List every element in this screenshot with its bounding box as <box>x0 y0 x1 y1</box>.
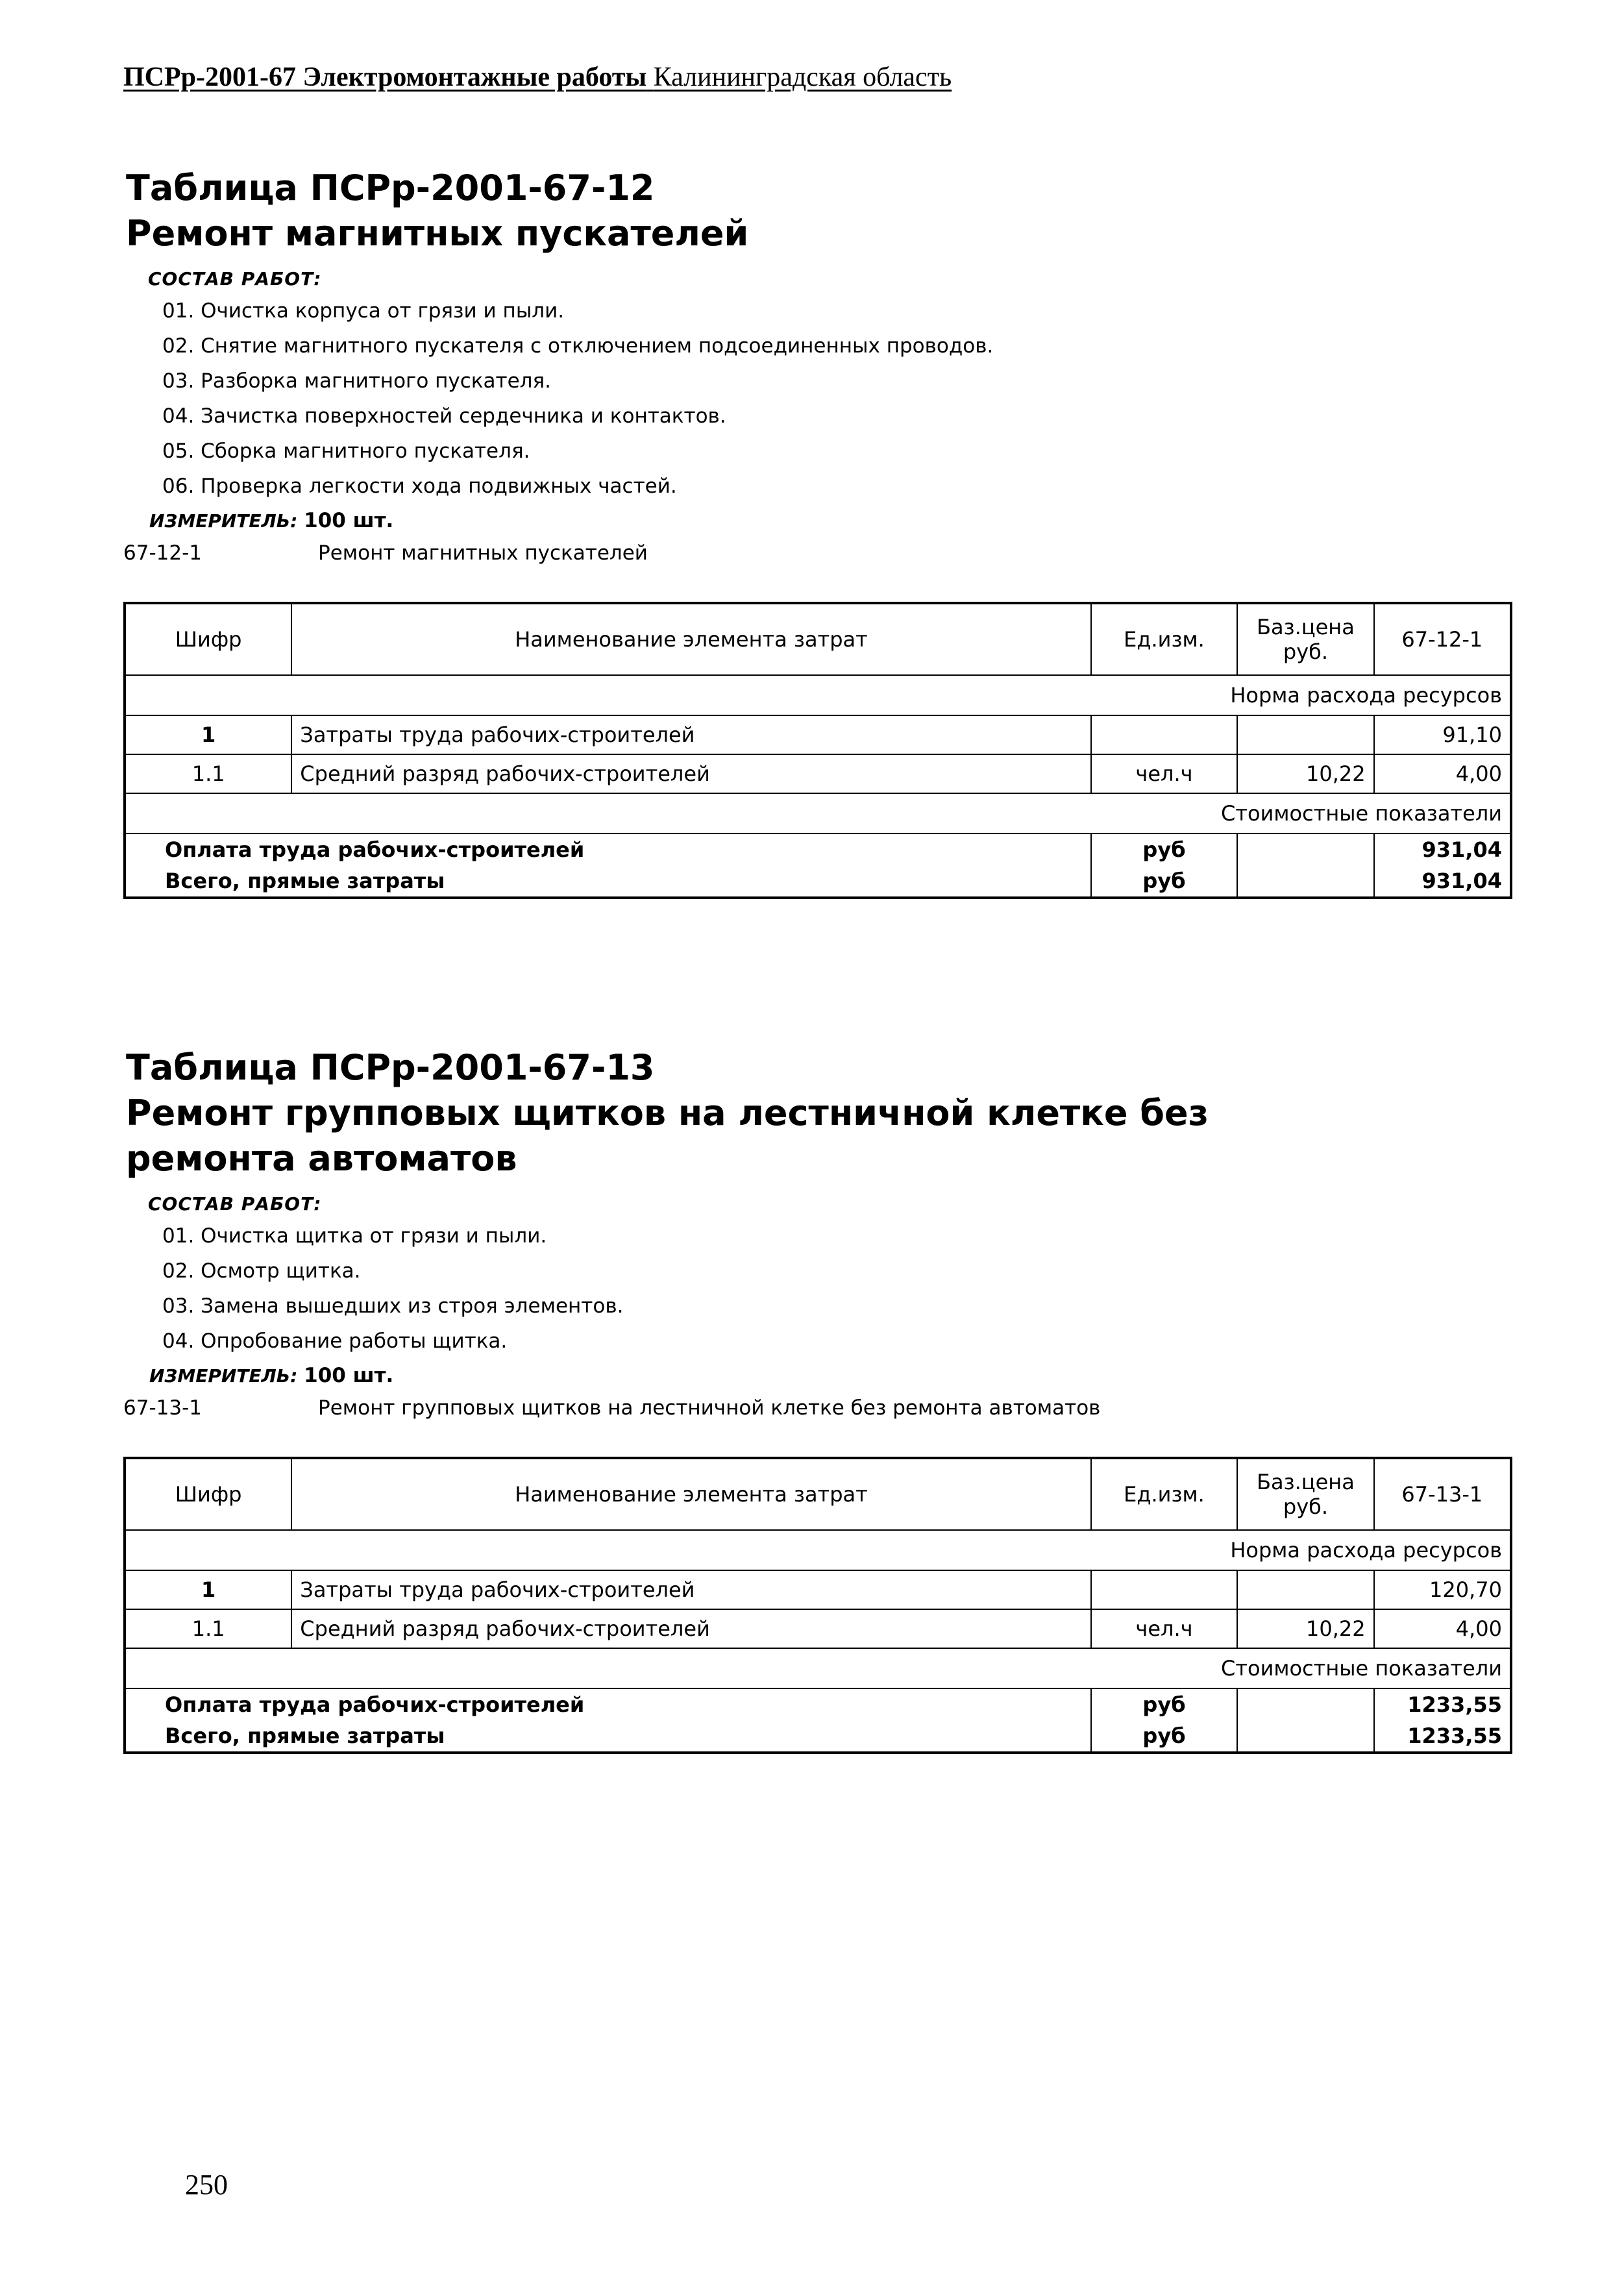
total-unit: руб <box>1091 1688 1238 1720</box>
measure-line <box>149 508 1519 534</box>
table-header-row <box>125 1458 1511 1530</box>
norm-table <box>123 1457 1512 1754</box>
total-value: 931,04 <box>1374 834 1511 865</box>
table-subtitle: Ремонт групповых щитков на лестничной клетке без ремонта автоматов <box>126 1093 1209 1179</box>
norm-table <box>123 602 1512 899</box>
work-item: 06. Проверка легкости хода подвижных частей. <box>162 475 677 498</box>
works-list <box>123 293 1519 504</box>
total-unit: руб <box>1091 834 1238 865</box>
table-header-row <box>125 603 1511 675</box>
total-price <box>1237 1720 1373 1753</box>
section-row <box>125 793 1511 834</box>
work-item: 05. Сборка магнитного пускателя. <box>162 439 530 463</box>
row-code: 1.1 <box>125 754 291 793</box>
header-price: Баз.цена руб. <box>1237 1458 1373 1530</box>
item-code: 67-12-1 <box>123 541 202 565</box>
code-line <box>123 1393 1519 1423</box>
section-row <box>125 1530 1511 1570</box>
table-row <box>125 715 1511 754</box>
header-unit: Ед.изм. <box>1091 1458 1238 1530</box>
total-name: Оплата труда рабочих-строителей <box>125 1688 1091 1720</box>
row-unit <box>1091 715 1238 754</box>
composition-label: СОСТАВ РАБОТ: <box>148 268 322 290</box>
work-item: 04. Зачистка поверхностей сердечника и контактов. <box>162 404 726 428</box>
work-item: 03. Разборка магнитного пускателя. <box>162 369 551 393</box>
work-item: 01. Очистка щитка от грязи и пыли. <box>162 1224 547 1248</box>
table-row <box>125 1570 1511 1609</box>
header-column-code: 67-12-1 <box>1374 603 1511 675</box>
work-item: 04. Опробование работы щитка. <box>162 1329 508 1353</box>
row-unit: чел.ч <box>1091 1609 1238 1648</box>
section-row <box>125 1648 1511 1688</box>
row-price <box>1237 1570 1373 1609</box>
row-name: Средний разряд рабочих-строителей <box>291 1609 1090 1648</box>
page-header <box>123 60 1064 95</box>
total-price <box>1237 865 1373 898</box>
row-code: 1 <box>125 715 291 754</box>
total-value: 1233,55 <box>1374 1720 1511 1753</box>
item-name: Ремонт групповых щитков на лестничной клетке без ремонта автоматов <box>318 1396 1101 1420</box>
measure-label: ИЗМЕРИТЕЛЬ: <box>149 1365 298 1387</box>
table-title: Таблица ПСРр-2001-67-13 <box>126 1047 655 1088</box>
table-row <box>125 1609 1511 1648</box>
row-name: Затраты труда рабочих-строителей <box>291 715 1090 754</box>
row-code: 1 <box>125 1570 291 1609</box>
work-item: 02. Снятие магнитного пускателя с отключением подсоединенных проводов. <box>162 334 994 358</box>
item-name: Ремонт магнитных пускателей <box>318 541 648 565</box>
code-line <box>123 538 1519 568</box>
row-value: 91,10 <box>1374 715 1511 754</box>
row-price <box>1237 715 1373 754</box>
row-price: 10,22 <box>1237 754 1373 793</box>
total-row <box>125 865 1511 898</box>
header-code: Шифр <box>125 603 291 675</box>
row-unit <box>1091 1570 1238 1609</box>
table-subtitle: Ремонт магнитных пускателей <box>126 213 749 254</box>
row-value: 120,70 <box>1374 1570 1511 1609</box>
total-value: 1233,55 <box>1374 1688 1511 1720</box>
row-value: 4,00 <box>1374 1609 1511 1648</box>
header-unit: Ед.изм. <box>1091 603 1238 675</box>
total-row <box>125 834 1511 865</box>
measure-line <box>149 1363 1519 1389</box>
work-item: 02. Осмотр щитка. <box>162 1259 361 1283</box>
total-row <box>125 1720 1511 1753</box>
works-list <box>123 1218 1519 1359</box>
region-name: Калининградская область <box>653 62 952 92</box>
total-unit: руб <box>1091 1720 1238 1753</box>
measure-value: 100 шт. <box>304 509 394 532</box>
measure-value: 100 шт. <box>304 1364 394 1387</box>
header-column-code: 67-13-1 <box>1374 1458 1511 1530</box>
section-row <box>125 675 1511 715</box>
row-price: 10,22 <box>1237 1609 1373 1648</box>
total-name: Оплата труда рабочих-строителей <box>125 834 1091 865</box>
total-row <box>125 1688 1511 1720</box>
header-code: Шифр <box>125 1458 291 1530</box>
row-name: Затраты труда рабочих-строителей <box>291 1570 1090 1609</box>
header-name: Наименование элемента затрат <box>291 1458 1090 1530</box>
total-value: 931,04 <box>1374 865 1511 898</box>
section-cost-label: Стоимостные показатели <box>125 1648 1511 1688</box>
composition-label: СОСТАВ РАБОТ: <box>148 1193 322 1215</box>
header-price: Баз.цена руб. <box>1237 603 1373 675</box>
total-name: Всего, прямые затраты <box>125 1720 1091 1753</box>
row-name: Средний разряд рабочих-строителей <box>291 754 1090 793</box>
item-code: 67-13-1 <box>123 1396 202 1420</box>
measure-label: ИЗМЕРИТЕЛЬ: <box>149 510 298 532</box>
table-row <box>125 754 1511 793</box>
section-cost-label: Стоимостные показатели <box>125 793 1511 834</box>
total-price <box>1237 834 1373 865</box>
total-unit: руб <box>1091 865 1238 898</box>
table-section-67-13 <box>123 1045 1519 1754</box>
row-unit: чел.ч <box>1091 754 1238 793</box>
section-norm-label: Норма расхода ресурсов <box>125 675 1511 715</box>
page-number: 250 <box>185 2169 228 2201</box>
work-item: 03. Замена вышедших из строя элементов. <box>162 1294 624 1318</box>
row-code: 1.1 <box>125 1609 291 1648</box>
work-item: 01. Очистка корпуса от грязи и пыли. <box>162 299 565 323</box>
total-price <box>1237 1688 1373 1720</box>
table-title: Таблица ПСРр-2001-67-12 <box>126 167 655 208</box>
row-value: 4,00 <box>1374 754 1511 793</box>
section-norm-label: Норма расхода ресурсов <box>125 1530 1511 1570</box>
header-name: Наименование элемента затрат <box>291 603 1090 675</box>
document-code: ПСРр-2001-67 Электромонтажные работы <box>123 62 647 92</box>
total-name: Всего, прямые затраты <box>125 865 1091 898</box>
table-section-67-12 <box>123 166 1519 899</box>
